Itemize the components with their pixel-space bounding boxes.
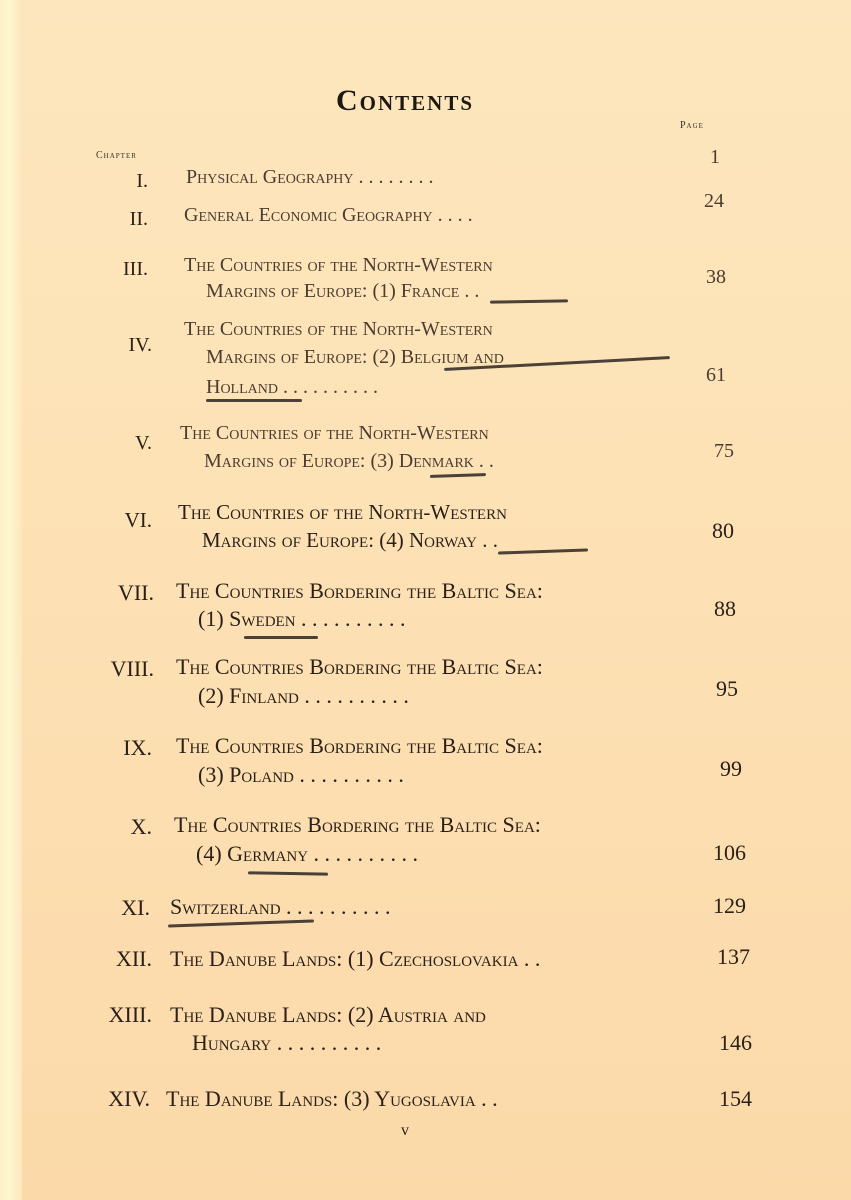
chapter-numeral: IX. — [123, 735, 152, 760]
chapter-title-line: Switzerland . . . . . . . . . . — [170, 894, 391, 919]
chapter-numeral: XIII. — [108, 1002, 152, 1027]
chapter-title-line: The Countries of the North-Western — [184, 318, 493, 340]
page-number: 95 — [716, 676, 738, 701]
chapter-title-line: Margins of Europe: (4) Norway . . — [202, 528, 498, 552]
chapter-title-line: Holland . . . . . . . . . . — [206, 376, 378, 398]
page-number: 99 — [720, 756, 742, 781]
page-number: 88 — [714, 596, 736, 621]
chapter-numeral: VII. — [117, 580, 154, 605]
chapter-title-line: The Countries Bordering the Baltic Sea: — [176, 733, 543, 758]
chapter-numeral: VI. — [124, 508, 152, 532]
chapter-title-line: Hungary . . . . . . . . . . — [192, 1030, 382, 1055]
chapter-title-line: Physical Geography . . . . . . . . — [186, 166, 434, 188]
pencil-underline — [206, 399, 302, 402]
chapter-title-line: Margins of Europe: (2) Belgium and — [206, 346, 504, 368]
chapter-numeral: IV. — [128, 334, 152, 356]
page-number: 154 — [719, 1086, 752, 1111]
page-folio: v — [401, 1122, 409, 1139]
chapter-title-line: General Economic Geography . . . . — [184, 204, 473, 226]
chapter-title-line: (1) Sweden . . . . . . . . . . — [198, 606, 406, 631]
pencil-underline — [248, 871, 328, 875]
page-number: 24 — [704, 190, 724, 212]
page-number: 61 — [706, 364, 726, 386]
chapter-column-header: Chapter — [96, 150, 137, 161]
chapter-title-line: The Danube Lands: (3) Yugoslavia . . — [166, 1086, 498, 1111]
page-number: 129 — [713, 893, 746, 918]
page-number: 106 — [713, 840, 746, 865]
page-number: 75 — [714, 440, 734, 462]
pencil-underline — [168, 919, 314, 927]
page-title: Contents — [335, 84, 475, 117]
chapter-title-line: (3) Poland . . . . . . . . . . — [198, 762, 404, 787]
chapter-numeral: XII. — [115, 946, 152, 971]
chapter-title-line: The Countries of the North-Western — [180, 422, 489, 444]
page-number: 1 — [710, 146, 720, 168]
chapter-title-line: The Danube Lands: (2) Austria and — [170, 1002, 486, 1027]
pencil-underline — [244, 636, 318, 639]
chapter-numeral: I. — [136, 170, 148, 192]
chapter-title-line: The Countries Bordering the Baltic Sea: — [176, 578, 543, 603]
chapter-title-line: (4) Germany . . . . . . . . . . — [196, 841, 419, 866]
pencil-underline — [498, 548, 588, 554]
chapter-title-line: Margins of Europe: (3) Denmark . . — [204, 450, 494, 472]
page-number: 80 — [712, 518, 734, 543]
chapter-title-line: (2) Finland . . . . . . . . . . — [198, 683, 409, 708]
chapter-title-line: The Countries Bordering the Baltic Sea: — [174, 812, 541, 837]
chapter-numeral: II. — [129, 208, 148, 230]
chapter-title-line: The Countries Bordering the Baltic Sea: — [176, 654, 543, 679]
page-number: 38 — [706, 266, 726, 288]
chapter-title-line: Margins of Europe: (1) France . . — [206, 280, 480, 302]
pencil-underline — [490, 299, 568, 303]
chapter-numeral: III. — [123, 258, 148, 280]
chapter-numeral: V. — [135, 432, 152, 454]
chapter-numeral: XIV. — [108, 1086, 150, 1111]
pencil-underline — [430, 473, 486, 478]
page-number: 146 — [719, 1030, 752, 1055]
chapter-numeral: XI. — [121, 895, 150, 920]
page-number: 137 — [717, 944, 750, 969]
chapter-title-line: The Danube Lands: (1) Czechoslovakia . . — [170, 946, 541, 971]
chapter-numeral: VIII. — [110, 656, 154, 681]
chapter-numeral: X. — [130, 814, 152, 839]
page-column-header: Page — [680, 120, 704, 131]
chapter-title-line: The Countries of the North-Western — [178, 500, 507, 524]
page-edge — [0, 0, 22, 1200]
chapter-title-line: The Countries of the North-Western — [184, 254, 493, 276]
